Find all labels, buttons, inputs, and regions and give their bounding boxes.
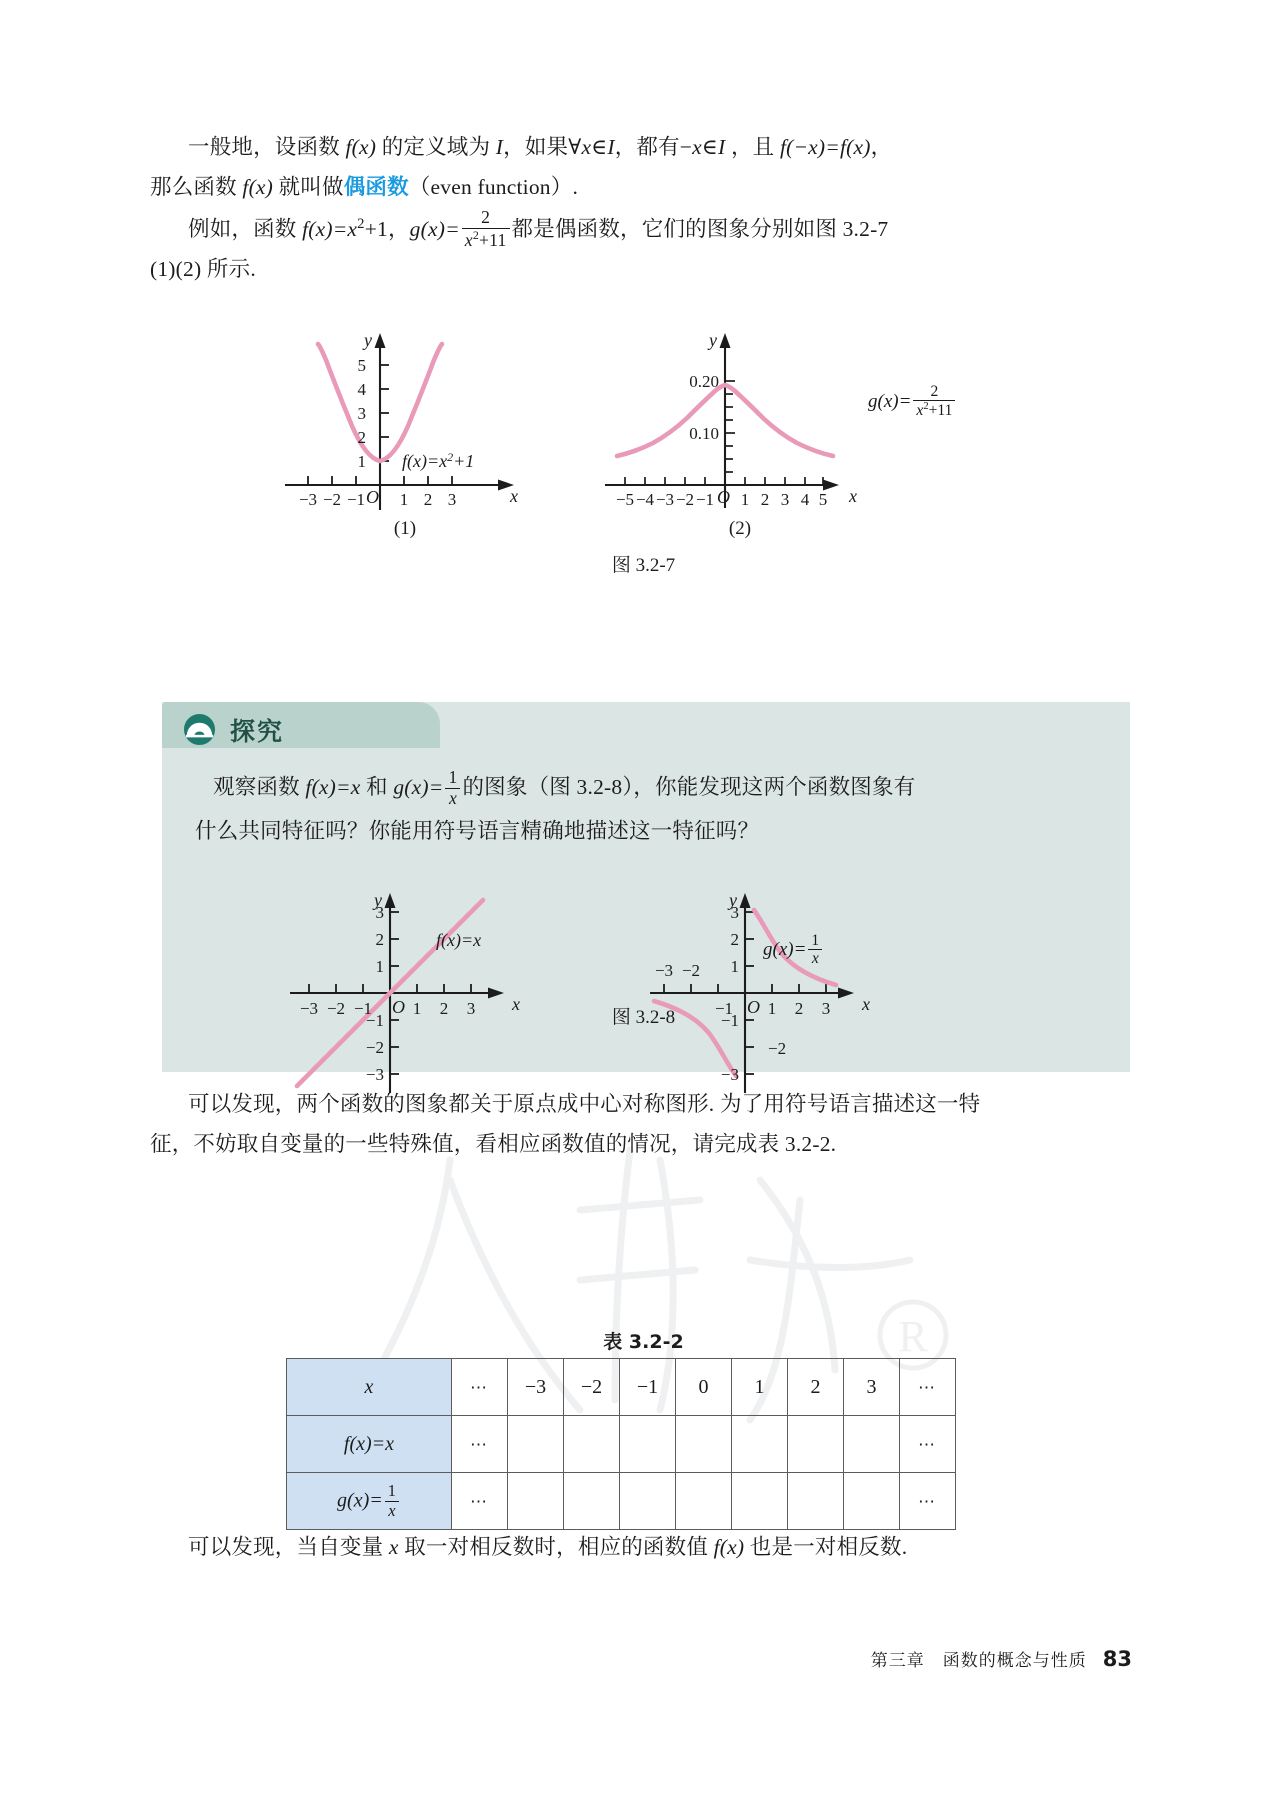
x-tick-1: 1 bbox=[767, 999, 777, 1018]
p2-f-sup: 2 bbox=[357, 215, 365, 232]
x-tick-m1: −1 bbox=[695, 490, 715, 509]
explore-frac-den: x bbox=[445, 788, 460, 809]
frac-den-sup: 2 bbox=[472, 227, 480, 242]
x-tick-m3: −3 bbox=[654, 961, 674, 980]
p2-f-expr: f(x)=x bbox=[302, 216, 358, 241]
x-tick-m3: −3 bbox=[655, 490, 675, 509]
origin-label: O bbox=[366, 487, 379, 507]
x-tick-m1: −1 bbox=[353, 999, 373, 1018]
row-header-x-label: x bbox=[364, 1375, 374, 1398]
cell-r2-c5[interactable] bbox=[732, 1473, 788, 1530]
curve-label-f: $f(x)=x^2+1$ bbox=[402, 450, 475, 471]
explore-frac-num: 1 bbox=[448, 766, 458, 787]
x-tick-m2: −2 bbox=[322, 490, 342, 509]
y-axis-label: y bbox=[374, 890, 382, 910]
cell-r1-c4[interactable] bbox=[676, 1416, 732, 1473]
x-tick-4: 4 bbox=[800, 490, 810, 509]
y-tick-m3: −3 bbox=[720, 1065, 739, 1084]
y-axis-arrow bbox=[375, 333, 386, 348]
y-axis-arrow bbox=[385, 893, 396, 908]
x-tick-3: 3 bbox=[780, 490, 790, 509]
y-tick-m1: −1 bbox=[720, 1011, 739, 1030]
p1-x: x bbox=[581, 135, 592, 159]
origin-label: O bbox=[392, 997, 405, 1017]
x-tick-m3: −3 bbox=[298, 490, 318, 509]
p1-I: I bbox=[495, 135, 504, 159]
x-tick-1: 1 bbox=[412, 999, 422, 1018]
explore-q-a: 观察函数 bbox=[213, 775, 306, 799]
p1-line2-a: 那么函数 bbox=[150, 174, 243, 199]
p4-b: 取一对相反数时，相应的函数值 bbox=[398, 1535, 714, 1559]
cell-r0-c6: 2 bbox=[788, 1359, 844, 1416]
row-header-frac-den: x bbox=[385, 1501, 399, 1520]
curve-frac-num: 2 bbox=[930, 383, 939, 400]
curve-frac-num: 1 bbox=[811, 932, 820, 949]
x-tick-m2: −2 bbox=[326, 999, 346, 1018]
p1-line2-fx: f(x) bbox=[242, 174, 274, 199]
explore-q-f: f(x)=x bbox=[305, 775, 361, 799]
row-header-fx bbox=[287, 1416, 452, 1473]
fraction-denominator bbox=[462, 228, 510, 251]
p1-I3: I bbox=[718, 135, 726, 159]
p2-seg-c: 都是偶函数，它们的图象分别如图 3.2-7 bbox=[511, 216, 889, 241]
p1-line2-b: 就叫做 bbox=[273, 174, 344, 199]
p2-seg-b: +1， bbox=[364, 216, 410, 241]
y-tick-3: 3 bbox=[357, 404, 366, 423]
x-tick-5: 5 bbox=[818, 490, 828, 509]
x-tick-2: 2 bbox=[760, 490, 770, 509]
svg-text:R: R bbox=[898, 1312, 928, 1361]
x-axis-label: x bbox=[512, 994, 520, 1014]
p1-line2-c: （even function）. bbox=[408, 174, 579, 199]
curve-label-fraction bbox=[913, 383, 955, 420]
cell-r1-c8[interactable]: ⋯ bbox=[900, 1416, 956, 1473]
p3-line1: 可以发现，两个函数的图象都关于原点成中心对称图形. 为了用符号语言描述这一特 bbox=[188, 1092, 981, 1116]
figure-328-caption: 图 3.2-8 bbox=[611, 1007, 676, 1028]
footer-page-number: 83 bbox=[1102, 1647, 1132, 1671]
cell-r2-c4[interactable] bbox=[676, 1473, 732, 1530]
cell-r1-c1[interactable] bbox=[508, 1416, 564, 1473]
y-tick-2: 2 bbox=[375, 930, 384, 949]
x-tick-m4: −4 bbox=[635, 490, 655, 509]
figure-327-sub2: (2) bbox=[728, 518, 752, 539]
curve-frac-den: x bbox=[808, 949, 822, 967]
cell-r1-c3[interactable] bbox=[620, 1416, 676, 1473]
cell-r0-c0: ⋯ bbox=[452, 1359, 508, 1416]
y-tick-m2: −2 bbox=[768, 1039, 787, 1058]
cell-r1-c6[interactable] bbox=[788, 1416, 844, 1473]
cell-r1-c5[interactable] bbox=[732, 1416, 788, 1473]
row-header-frac-num: 1 bbox=[387, 1481, 396, 1501]
curve-label-fx: f(x)=x bbox=[436, 930, 482, 950]
frac-den-x: x bbox=[464, 229, 473, 250]
footer-chapter: 第三章 函数的概念与性质 bbox=[870, 1651, 1087, 1671]
y-ticks bbox=[725, 381, 735, 472]
cell-r1-c7[interactable] bbox=[844, 1416, 900, 1473]
cell-r0-c4: 0 bbox=[676, 1359, 732, 1416]
p4-x: x bbox=[388, 1535, 399, 1559]
x-tick-3: 3 bbox=[821, 999, 831, 1018]
p1-x2: x bbox=[692, 135, 702, 159]
paragraph-even-function-definition bbox=[150, 128, 1145, 208]
mountain-arch-icon bbox=[183, 713, 216, 746]
x-tick-2: 2 bbox=[423, 490, 433, 509]
curve-frac-den-sup: 2 bbox=[923, 401, 929, 413]
cell-r0-c7: 3 bbox=[844, 1359, 900, 1416]
p1-fx: f(x) bbox=[345, 135, 377, 159]
x-tick-m2: −2 bbox=[675, 490, 695, 509]
cell-r2-c2[interactable] bbox=[564, 1473, 620, 1530]
curve-label-g-text: g(x)= bbox=[763, 938, 807, 960]
y-tick-010: 0.10 bbox=[689, 424, 719, 443]
cell-r2-c0[interactable]: ⋯ bbox=[452, 1473, 508, 1530]
curve-label-fraction-1-over-x bbox=[808, 932, 822, 968]
figure-327-panel-1 bbox=[280, 330, 530, 530]
figure-327-caption: 图 3.2-7 bbox=[611, 555, 676, 576]
p1-I2: I bbox=[607, 135, 615, 159]
figure-327-panel-2 bbox=[595, 330, 885, 530]
curve-label-g-text: g(x)= bbox=[868, 391, 912, 413]
p2-line2: (1)(2) 所示. bbox=[150, 257, 256, 282]
y-axis-label: y bbox=[364, 330, 372, 350]
p2-g-expr: g(x)= bbox=[409, 216, 460, 241]
x-tick-3: 3 bbox=[466, 999, 476, 1018]
row-header-gx-label: g(x)= bbox=[337, 1489, 383, 1512]
row-header-fx-label: f(x)=x bbox=[343, 1432, 395, 1455]
x-tick-m5: −5 bbox=[615, 490, 635, 509]
p1-seg-g: ，且 bbox=[725, 135, 780, 159]
y-tick-1: 1 bbox=[730, 957, 739, 976]
p1-seg-c: ，如果∀ bbox=[503, 135, 582, 159]
y-tick-1: 1 bbox=[375, 957, 384, 976]
x-axis-arrow bbox=[838, 988, 854, 999]
y-axis-label: y bbox=[729, 890, 737, 910]
cell-r2-c1[interactable] bbox=[508, 1473, 564, 1530]
figure-327-sub1: (1) bbox=[393, 518, 417, 539]
y-tick-m2: −2 bbox=[365, 1038, 384, 1057]
explore-q-b: 和 bbox=[360, 775, 394, 799]
curve-label-g-328 bbox=[763, 932, 824, 968]
y-axis-label: y bbox=[709, 330, 717, 350]
y-axis-arrow bbox=[720, 333, 731, 348]
cell-r2-c8[interactable]: ⋯ bbox=[900, 1473, 956, 1530]
p1-seg-f: ∈ bbox=[701, 135, 718, 159]
row-header-x bbox=[287, 1359, 452, 1416]
x-tick-m1: −1 bbox=[346, 490, 366, 509]
y-ticks bbox=[380, 365, 389, 461]
x-tick-2: 2 bbox=[794, 999, 804, 1018]
x-tick-3: 3 bbox=[447, 490, 457, 509]
cell-r2-c6[interactable] bbox=[788, 1473, 844, 1530]
y-tick-4: 4 bbox=[357, 380, 366, 399]
x-tick-m1: −1 bbox=[714, 999, 734, 1018]
y-tick-2: 2 bbox=[730, 930, 739, 949]
curve-label-g-327 bbox=[868, 383, 957, 420]
y-tick-3: 3 bbox=[730, 903, 739, 922]
cell-r0-c2: −2 bbox=[564, 1359, 620, 1416]
p1-seg-e: ，都有− bbox=[614, 135, 693, 159]
y-tick-2: 2 bbox=[357, 428, 366, 447]
paragraph-symmetry-observation bbox=[150, 1085, 1145, 1165]
p1-seg-h: ， bbox=[870, 135, 893, 159]
x-axis-label: x bbox=[849, 486, 857, 506]
cell-r2-c3[interactable] bbox=[620, 1473, 676, 1530]
row-header-fraction bbox=[385, 1482, 399, 1520]
frac-den-rest: +11 bbox=[479, 229, 507, 250]
p1-seg-b: 的定义域为 bbox=[376, 135, 496, 159]
explore-fraction-1-over-x bbox=[445, 768, 460, 808]
y-axis-arrow bbox=[740, 893, 751, 908]
origin-label: O bbox=[747, 997, 760, 1017]
cell-r2-c7[interactable] bbox=[844, 1473, 900, 1530]
origin-label: O bbox=[717, 487, 730, 507]
explore-tab-label: 探究 bbox=[230, 717, 285, 746]
paragraph-example-even-functions bbox=[150, 208, 1145, 290]
table-322 bbox=[286, 1358, 956, 1530]
table-row bbox=[287, 1416, 956, 1473]
cell-r1-c2[interactable] bbox=[564, 1416, 620, 1473]
p1-seg-a: 一般地，设函数 bbox=[188, 135, 346, 159]
cell-r0-c3: −1 bbox=[620, 1359, 676, 1416]
y-tick-m1: −1 bbox=[365, 1011, 384, 1030]
p4-c: 也是一对相反数. bbox=[744, 1535, 908, 1559]
x-tick-2: 2 bbox=[439, 999, 449, 1018]
curve-frac-den-x: x bbox=[916, 402, 924, 420]
y-tick-020: 0.20 bbox=[689, 372, 719, 391]
cell-r0-c1: −3 bbox=[508, 1359, 564, 1416]
x-axis-arrow bbox=[823, 480, 839, 491]
keyword-even-function: 偶函数 bbox=[343, 174, 409, 199]
curve-frac-den bbox=[913, 400, 955, 420]
x-tick-m3: −3 bbox=[299, 999, 319, 1018]
row-header-gx bbox=[287, 1473, 452, 1530]
fraction-2-over-x2-plus-11 bbox=[462, 208, 510, 250]
p3-line2: 征，不妨取自变量的一些特殊值，看相应函数值的情况，请完成表 3.2-2. bbox=[150, 1131, 837, 1156]
p1-seg-d: ∈ bbox=[591, 135, 608, 159]
cell-r0-c8: ⋯ bbox=[900, 1359, 956, 1416]
p1-equation: f(−x)=f(x) bbox=[779, 135, 871, 159]
x-axis-label: x bbox=[510, 486, 518, 506]
y-tick-m3: −3 bbox=[365, 1065, 384, 1084]
table-title: 表 3.2-2 bbox=[603, 1331, 684, 1353]
x-tick-1: 1 bbox=[740, 490, 750, 509]
cell-r1-c0[interactable]: ⋯ bbox=[452, 1416, 508, 1473]
y-tick-1: 1 bbox=[357, 452, 366, 471]
paragraph-conclusion bbox=[150, 1528, 1145, 1568]
figure-328-panel-1 bbox=[280, 888, 530, 1098]
table-row bbox=[287, 1359, 956, 1416]
explore-question bbox=[195, 765, 1100, 853]
p2-seg-a: 例如，函数 bbox=[188, 216, 303, 241]
x-tick-1: 1 bbox=[399, 490, 409, 509]
y-tick-5: 5 bbox=[357, 356, 366, 375]
p4-a: 可以发现，当自变量 bbox=[188, 1535, 389, 1559]
x-tick-m2: −2 bbox=[681, 961, 701, 980]
cell-r0-c5: 1 bbox=[732, 1359, 788, 1416]
x-axis-arrow bbox=[488, 988, 504, 999]
fraction-numerator: 2 bbox=[481, 207, 491, 227]
page-footer bbox=[0, 1646, 1287, 1671]
curve-frac-den-rest: +11 bbox=[928, 402, 953, 420]
p4-fx: f(x) bbox=[713, 1535, 745, 1559]
figure-328-panel-2 bbox=[640, 888, 890, 1098]
explore-q-g: g(x)= bbox=[393, 775, 444, 799]
explore-q-line2: 什么共同特征吗？你能用符号语言精确地描述这一特征吗？ bbox=[195, 819, 760, 844]
explore-q-c: 的图象（图 3.2-8），你能发现这两个函数图象有 bbox=[462, 775, 916, 799]
x-axis-label: x bbox=[862, 994, 870, 1014]
y-tick-3: 3 bbox=[375, 903, 384, 922]
table-row bbox=[287, 1473, 956, 1530]
